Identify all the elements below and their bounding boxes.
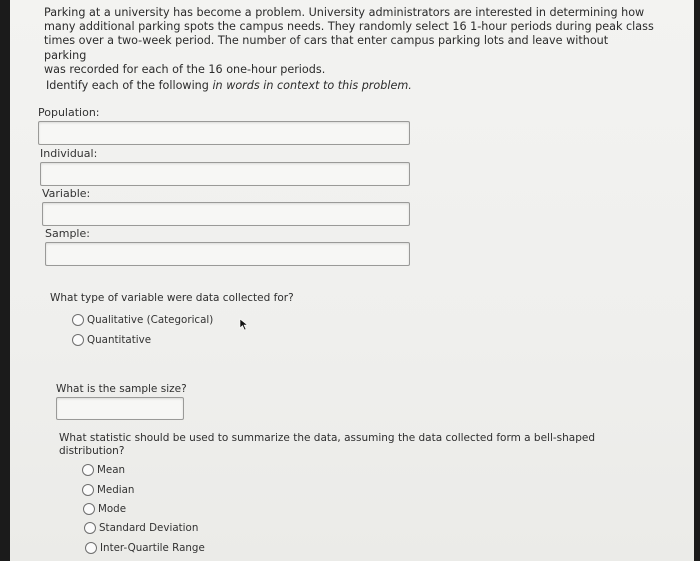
option-label: Inter-Quartile Range xyxy=(100,542,205,554)
radio-icon[interactable] xyxy=(82,464,94,476)
option-median[interactable] xyxy=(82,484,134,496)
mouse-pointer-icon xyxy=(239,318,249,331)
sample-size-question: What is the sample size? xyxy=(56,383,187,395)
problem-line: many additional parking spots the campus needs. They randomly select 16 1-hour periods during peak class xyxy=(44,20,654,34)
statistic-question-line: What statistic should be used to summarize the data, assuming the data collected form a bell-shaped xyxy=(59,432,596,444)
option-standard-deviation[interactable] xyxy=(84,522,198,534)
worksheet-page xyxy=(10,0,694,561)
variable-type-question: What type of variable were data collected for? xyxy=(50,292,294,304)
option-qualitative[interactable] xyxy=(72,314,213,326)
problem-line: was recorded for each of the 16 one-hour periods. xyxy=(44,62,326,76)
statistic-question-line: distribution? xyxy=(59,445,125,457)
variable-label: Variable: xyxy=(42,187,91,200)
sample-size-input[interactable] xyxy=(56,397,184,420)
radio-icon[interactable] xyxy=(83,503,95,515)
population-label: Population: xyxy=(38,106,100,119)
option-label: Standard Deviation xyxy=(99,522,199,534)
problem-line: times over a two-week period. The number of cars that enter campus parking lots and leave without parking xyxy=(44,34,609,62)
radio-icon[interactable] xyxy=(82,484,94,496)
individual-input[interactable] xyxy=(40,162,410,186)
option-mode[interactable] xyxy=(83,503,126,515)
option-label: Quantitative xyxy=(87,334,152,346)
population-input[interactable] xyxy=(38,121,410,145)
radio-icon[interactable] xyxy=(72,314,84,326)
radio-icon[interactable] xyxy=(72,334,84,346)
instruction-text xyxy=(46,79,412,92)
option-mean[interactable] xyxy=(82,464,125,476)
option-label: Mean xyxy=(97,464,126,476)
option-label: Qualitative (Categorical) xyxy=(87,314,214,326)
variable-input[interactable] xyxy=(42,202,410,226)
sample-input[interactable] xyxy=(45,242,410,266)
option-label: Mode xyxy=(98,503,127,515)
statistic-question xyxy=(59,432,619,458)
sample-label: Sample: xyxy=(45,227,90,240)
problem-line: Parking at a university has become a problem. University administrators are interested in determining how xyxy=(44,6,645,19)
option-label: Median xyxy=(97,484,135,496)
problem-statement xyxy=(44,6,654,77)
option-inter-quartile-range[interactable] xyxy=(85,542,205,554)
option-quantitative[interactable] xyxy=(72,334,151,346)
instruction-emphasis: in words in context to this problem. xyxy=(212,79,412,92)
individual-label: Individual: xyxy=(40,147,98,160)
radio-icon[interactable] xyxy=(85,542,97,554)
instruction-prefix: Identify each of the following xyxy=(46,79,213,92)
radio-icon[interactable] xyxy=(84,522,96,534)
